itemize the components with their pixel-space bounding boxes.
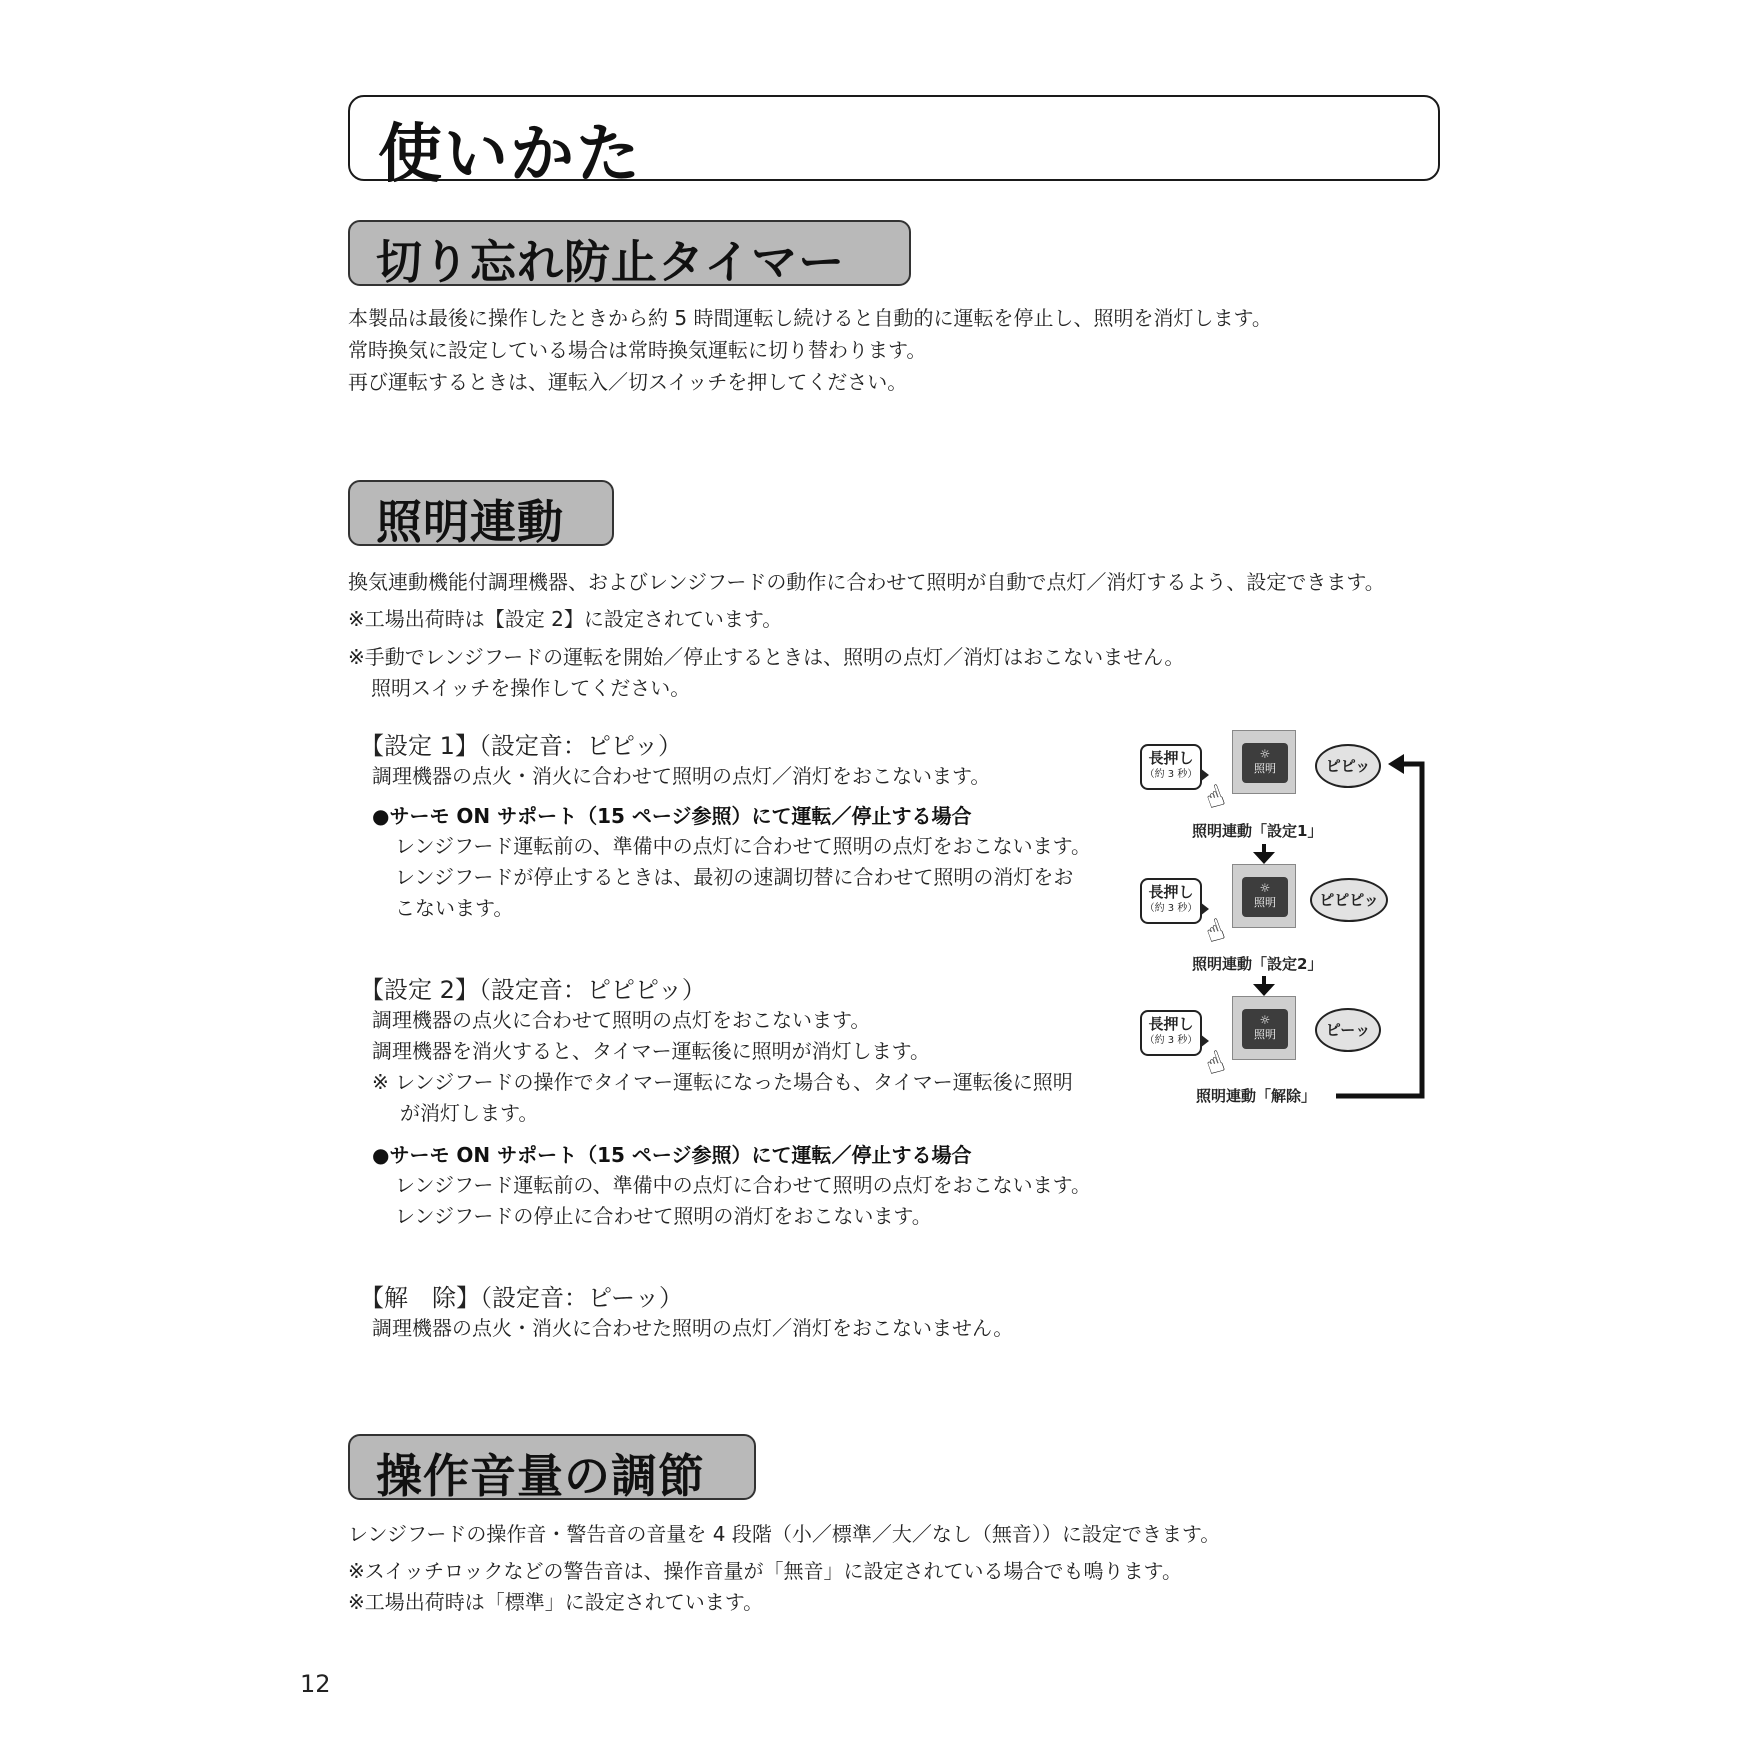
setting2-thermo-line-2: レンジフードの停止に合わせて照明の消灯をおこないます。 <box>395 1204 932 1228</box>
volume-line-2: ※スイッチロックなどの警告音は、操作音量が「無音」に設定されている場合でも鳴ります。 <box>348 1559 1182 1583</box>
sound-bubble-1: ピピッ <box>1315 744 1381 788</box>
press-label-2: 長押し <box>1148 883 1194 901</box>
step-label-1: 照明連動「設定1」 <box>1192 822 1323 840</box>
light-link-diagram <box>1140 720 1440 1120</box>
light-bulb-icon: ☼ <box>1259 747 1271 761</box>
timer-line-1: 本製品は最後に操作したときから約 5 時間運転し続けると自動的に運転を停止し、照明を消灯します。 <box>348 306 1272 330</box>
sound-bubble-2: ピピピッ <box>1310 878 1388 922</box>
light-bulb-icon: ☼ <box>1259 1013 1271 1027</box>
light-button-label-3: 照明 <box>1254 1028 1276 1041</box>
setting1-desc: 調理機器の点火・消火に合わせて照明の点灯／消灯をおこないます。 <box>372 764 991 788</box>
page-title-box <box>348 95 1440 192</box>
setting2-line-2: 調理機器を消火すると、タイマー運転後に照明が消灯します。 <box>372 1039 930 1063</box>
step-label-2: 照明連動「設定2」 <box>1192 955 1323 973</box>
section-heading-volume-text: 操作音量の調節 <box>376 1449 705 1503</box>
page-title: 使いかた <box>378 118 642 192</box>
volume-line-3: ※工場出荷時は「標準」に設定されています。 <box>348 1590 764 1614</box>
pointing-hand-icon: ☝ <box>1200 1043 1230 1084</box>
release-desc: 調理機器の点火・消火に合わせた照明の点灯／消灯をおこないません。 <box>372 1316 1014 1340</box>
press-sub-1: （約 3 秒） <box>1144 769 1198 780</box>
timer-line-2: 常時換気に設定している場合は常時換気運転に切り替わります。 <box>348 338 927 362</box>
section-heading-timer-text: 切り忘れ防止タイマー <box>376 235 846 289</box>
release-title: 【解 除】（設定音：ピーッ） <box>360 1284 684 1312</box>
setting1-thermo-title: ●サーモ ON サポート（15 ページ参照）にて運転／停止する場合 <box>372 804 972 828</box>
light-intro-2: ※工場出荷時は【設定 2】に設定されています。 <box>348 607 783 631</box>
volume-line-1: レンジフードの操作音・警告音の音量を 4 段階（小／標準／大／なし（無音））に設定できます。 <box>348 1522 1221 1546</box>
light-intro-4: 照明スイッチを操作してください。 <box>371 676 691 700</box>
press-sub-2: （約 3 秒） <box>1144 903 1198 914</box>
press-sub-3: （約 3 秒） <box>1144 1035 1198 1046</box>
page-number: 12 <box>300 1670 331 1698</box>
setting1-thermo-line-2: レンジフードが停止するときは、最初の速調切替に合わせて照明の消灯をお <box>395 865 1074 889</box>
light-bulb-icon: ☼ <box>1259 881 1271 895</box>
setting2-thermo-title: ●サーモ ON サポート（15 ページ参照）にて運転／停止する場合 <box>372 1143 972 1167</box>
sound-bubble-3: ピーッ <box>1315 1008 1381 1052</box>
press-label-3: 長押し <box>1148 1015 1194 1033</box>
pointing-hand-icon: ☝ <box>1200 777 1230 818</box>
setting2-line-4: が消灯します。 <box>400 1101 539 1125</box>
section-heading-light-link-text: 照明連動 <box>376 495 564 549</box>
step-label-3: 照明連動「解除」 <box>1196 1087 1317 1105</box>
pointing-hand-icon: ☝ <box>1200 911 1230 952</box>
setting2-title: 【設定 2】（設定音：ピピピッ） <box>360 976 706 1004</box>
setting1-thermo-line-3: こないます。 <box>395 896 514 920</box>
setting1-title: 【設定 1】（設定音：ピピッ） <box>360 732 682 760</box>
section-heading-volume <box>348 1434 756 1503</box>
timer-line-3: 再び運転するときは、運転入／切スイッチを押してください。 <box>348 370 908 394</box>
light-button-label-1: 照明 <box>1254 762 1276 775</box>
setting2-thermo-line-1: レンジフード運転前の、準備中の点灯に合わせて照明の点灯をおこないます。 <box>395 1173 1091 1197</box>
loop-arrow-icon <box>1140 720 1440 1120</box>
setting2-line-1: 調理機器の点火に合わせて照明の点灯をおこないます。 <box>372 1008 871 1032</box>
setting2-line-3: ※ レンジフードの操作でタイマー運転になった場合も、タイマー運転後に照明 <box>372 1070 1073 1094</box>
setting1-thermo-line-1: レンジフード運転前の、準備中の点灯に合わせて照明の点灯をおこないます。 <box>395 834 1091 858</box>
section-heading-timer <box>348 220 911 289</box>
light-intro-1: 換気連動機能付調理機器、およびレンジフードの動作に合わせて照明が自動で点灯／消灯するよう、設定できます。 <box>348 570 1385 594</box>
light-button-label-2: 照明 <box>1254 896 1276 909</box>
section-heading-light-link <box>348 480 614 549</box>
light-intro-3: ※手動でレンジフードの運転を開始／停止するときは、照明の点灯／消灯はおこないません。 <box>348 645 1185 669</box>
press-label-1: 長押し <box>1148 749 1194 767</box>
